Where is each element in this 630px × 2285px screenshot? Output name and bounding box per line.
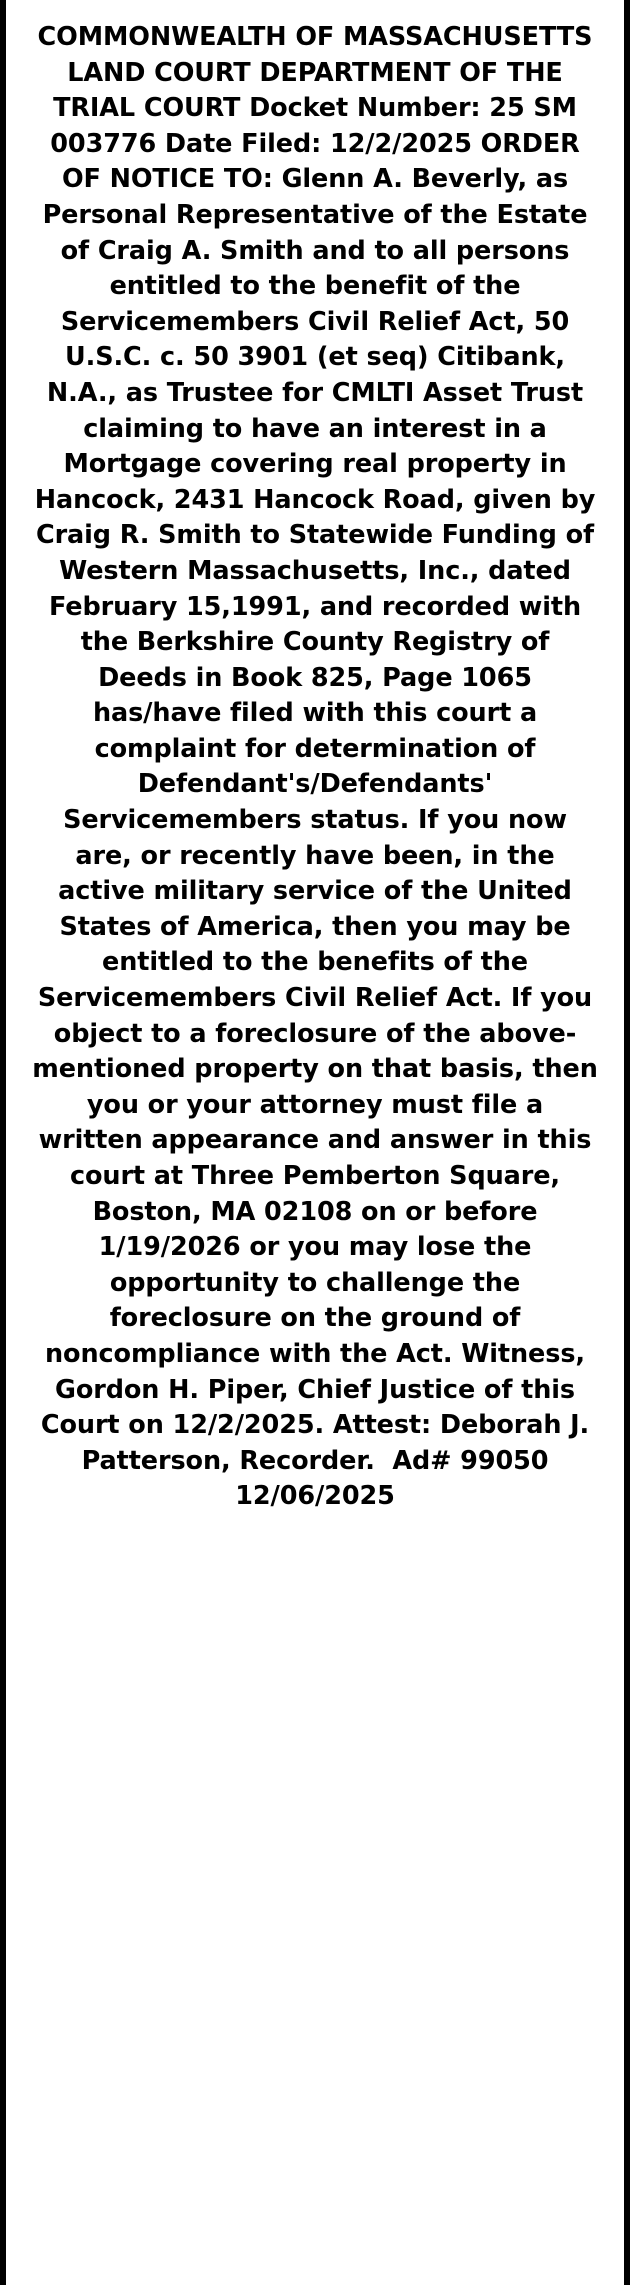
legal-notice-text: COMMONWEALTH OF MASSACHUSETTS LAND COURT DEPARTMENT OF THE TRIAL COURT Docket Number: 25 SM 003776 Date Filed: 12/2/2025 ORDER OF NOTICE TO: Glenn A. Beverly, as Personal Representative of the Estate of Craig A. Smith and to all persons entitled to the benefit of the Servicemembers Civil Relief Act, 50 U.S.C. c. 50 3901 (et seq) Citibank, N.A., as Trustee for CMLTI Asset Trust claiming to have an interest in a Mortgage covering real property in Hancock, 2431 Hancock Road, given by Craig R. Smith to Statewide Funding of Western Massachusetts, Inc., dated February 15,1991, and recorded with the Berkshire County Registry of Deeds in Book 825, Page 1065 has/have filed with this court a complaint for determination of Defendant's/Defendants' Servicemembers status. If you now are, or recently have been, in the active military service of the United States of America, then you may be entitled to the benefits of the Servicemembers Civil Relief Act. If you object to a foreclosure of the above-mentioned property on that basis, then you or your attorney must file a written appearance and answer in this court at Three Pemberton Square, Boston, MA 02108 on or before 1/19/2026 or you may lose the opportunity to challenge the foreclosure on the ground of noncompliance with the Act. Witness, Gordon H. Piper, Chief Justice of this Court on 12/2/2025. Attest: Deborah J. Patterson, Recorder. Ad# 99050 12/06/2025 <box>32 22 607 1512</box>
notice-body <box>6 0 624 2285</box>
